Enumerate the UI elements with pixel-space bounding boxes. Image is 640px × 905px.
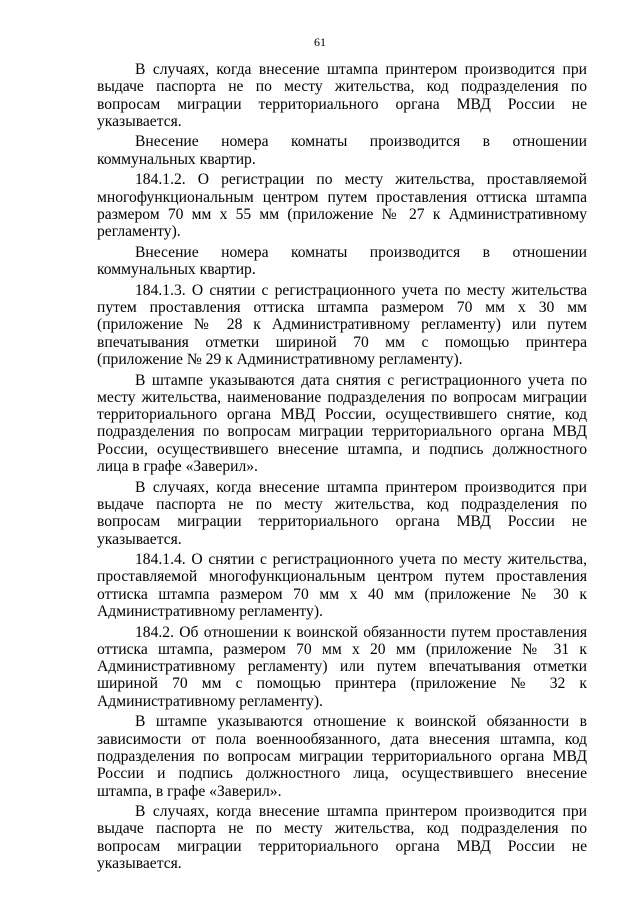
paragraph-printer-note-2: В случаях, когда внесение штампа принтером производится при выдаче паспорта не по месту жительства, код подразделения по вопросам миграции территориального органа МВД России не указывается. <box>97 478 587 548</box>
paragraph-printer-note-1: В случаях, когда внесение штампа принтером производится при выдаче паспорта не по месту жительства, код подразделения по вопросам миграции территориального органа МВД России не указывается. <box>97 61 587 130</box>
paragraph-stamp-contents-2: В штампе указываются отношение к воинской обязанности в зависимости от пола военнообязанного, дата внесения штампа, код подразделения по вопросам миграции территориального органа МВД России и подпись должностного лица, осуществившего внесение штампа, в графе «Заверил». <box>97 713 587 800</box>
paragraph-stamp-contents-1: В штампе указываются дата снятия с регистрационного учета по месту жительства, наименование подразделения по вопросам миграции территориального органа МВД России, осуществившего снятие, код подразделения по вопросам миграции территориального органа МВД России, осуществившего внесение штампа, и подпись должностного лица в графе «Заверил». <box>97 371 587 476</box>
paragraph-184-2: 184.2. Об отношении к воинской обязанности путем проставления оттиска штампа, размером 70 мм х 20 мм (приложение № 31 к Административному регламенту) или путем впечатывания отметки шириной 70 мм с помощью принтера (приложение № 32 к Административному регламенту). <box>97 623 587 710</box>
paragraph-room-number-1: Внесение номера комнаты производится в отношении коммунальных квартир. <box>97 133 587 168</box>
document-body <box>97 61 587 876</box>
paragraph-184-1-4: 184.1.4. О снятии с регистрационного учета по месту жительства, проставляемой многофункциональным центром путем проставления оттиска штампа размером 70 мм х 40 мм (приложение № 30 к Административному регламенту). <box>97 551 587 620</box>
paragraph-printer-note-3: В случаях, когда внесение штампа принтером производится при выдаче паспорта не по месту жительства, код подразделения по вопросам миграции территориального органа МВД России не указывается. <box>97 803 587 873</box>
paragraph-room-number-2: Внесение номера комнаты производится в отношении коммунальных квартир. <box>97 243 587 279</box>
page-number: 61 <box>314 35 326 49</box>
paragraph-184-1-2: 184.1.2. О регистрации по месту жительства, проставляемой многофункциональным центром путем проставления оттиска штампа размером 70 мм х 55 мм (приложение № 27 к Административному регламенту). <box>97 171 587 241</box>
paragraph-184-1-3: 184.1.3. О снятии с регистрационного учета по месту жительства путем проставления оттиска штампа размером 70 мм х 30 мм (приложение № 28 к Административному регламенту) или путем впечатывания отметки шириной 70 мм с помощью принтера (приложение № 29 к Административному регламенту). <box>97 281 587 368</box>
